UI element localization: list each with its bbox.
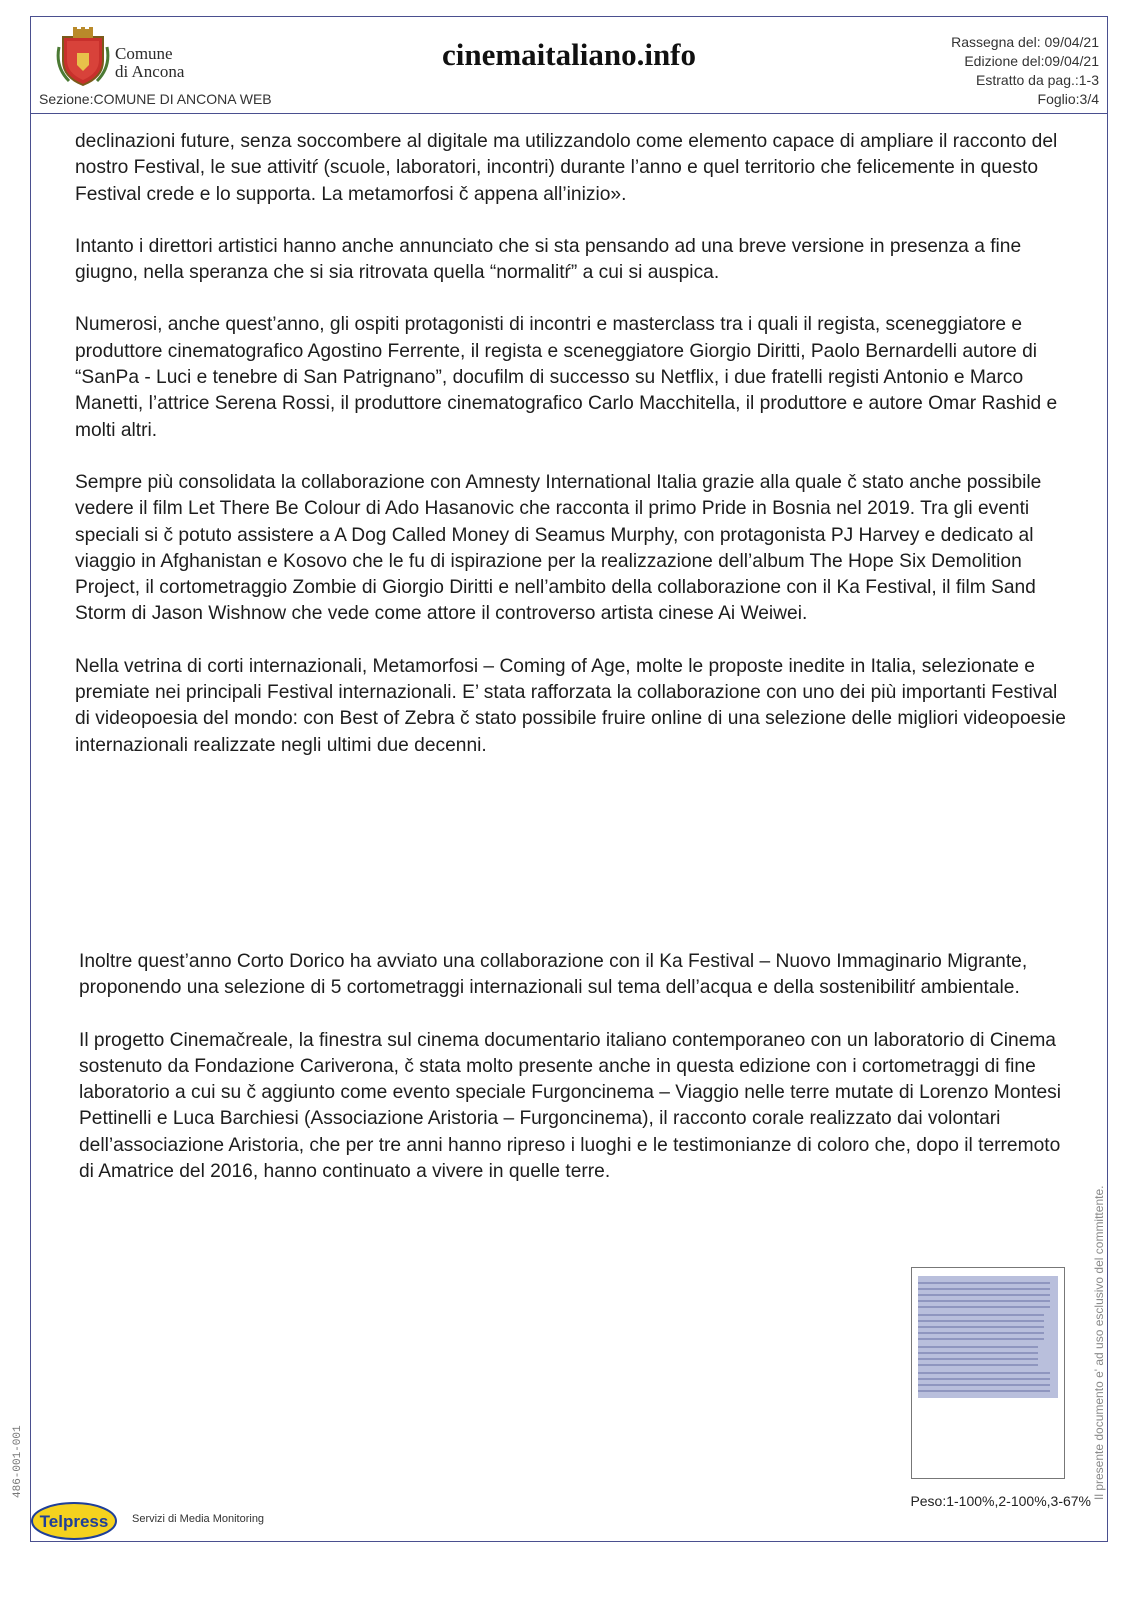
thumbnail-text-line (918, 1364, 1038, 1366)
thumbnail-text-line (918, 1300, 1050, 1302)
article-paragraph: declinazioni future, senza soccombere al digitale ma utilizzandolo come elemento capace di ampliare il racconto del nostro Festival, le sue attivitŕ (scuole, laboratori, incontri) durante l’anno e quel territorio che felicemente in questo Festival crede e lo supporta. La metamorfosi č appena all’inizio». (75, 131, 1058, 205)
thumbnail-text-line (918, 1384, 1050, 1386)
thumbnail-text-line (918, 1314, 1044, 1316)
comune-line1: Comune (115, 44, 173, 63)
foglio-label: Foglio:3/4 (1037, 91, 1099, 107)
rassegna-date: Rassegna del: 09/04/21 (951, 34, 1099, 50)
page-thumbnail (911, 1267, 1065, 1479)
article-paragraph: Intanto i direttori artistici hanno anche annunciato che si sta pensando ad una breve versione in presenza a fine giugno, nella speranza che si sia ritrovata quella “normalitŕ” a cui si auspica. (75, 235, 1022, 284)
edizione-date: Edizione del:09/04/21 (964, 53, 1099, 69)
thumbnail-text-line (918, 1338, 1044, 1340)
peso-label: Peso:1-100%,2-100%,3-67% (910, 1493, 1091, 1509)
thumbnail-text-line (918, 1372, 1050, 1374)
estratto-pages: Estratto da pag.:1-3 (976, 72, 1099, 88)
thumbnail-text-line (918, 1306, 1050, 1308)
servizi-label: Servizi di Media Monitoring (132, 1513, 265, 1525)
comune-line2: di Ancona (115, 62, 185, 81)
thumbnail-text-line (918, 1326, 1044, 1328)
telpress-logo-icon (30, 1500, 120, 1542)
document-code: 486-001-001 (12, 1425, 24, 1498)
clipping-meta (951, 33, 1099, 90)
clipping-header (31, 17, 1107, 114)
article-body-continued (79, 949, 1079, 1211)
article-paragraph: Inoltre quest’anno Corto Dorico ha avviato una collaborazione con il Ka Festival – Nuovo Immaginario Migrante, proponendo una selezione di 5 cortometraggi internazionali sul tema dell’acqua e della sostenibilitŕ ambientale. (79, 951, 1028, 999)
article-body (75, 129, 1075, 785)
usage-disclaimer: Il presente documento e' ad uso esclusivo del committente. (1092, 1185, 1106, 1500)
thumbnail-text-line (918, 1378, 1050, 1380)
thumbnail-text-line (918, 1320, 1044, 1322)
article-paragraph: Sempre più consolidata la collaborazione con Amnesty International Italia grazie alla quale č stato anche possibile vedere il film Let There Be Colour di Ado Hasanovic che racconta il primo Pride in Bosnia nel 2019. Tra gli eventi speciali si č potuto assistere a A Dog Called Money di Seamus Murphy, con protagonista PJ Harvey e dedicato al viaggio in Afghanistan e Kosovo che le fu di ispirazione per la realizzazione dell’album The Hope Six Demolition Project, il cortometraggio Zombie di Giorgio Diritti e nell’ambito della collaborazione con il Ka Festival, il film Sand Storm di Jason Wishnow che vede come attore il controverso artista cinese Ai Weiwei. (75, 471, 1042, 625)
article-paragraph: Il progetto Cinemačreale, la finestra sul cinema documentario italiano contemporaneo con un laboratorio di Cinema sostenuto da Fondazione Cariverona, č stata molto presente anche in questa edizione con i cortometraggi di fine laboratorio a cui su č aggiunto come evento speciale Furgoncinema – Viaggio nelle terre mutate di Lorenzo Montesi Pettinelli e Luca Barchiesi (Associazione Aristoria – Furgoncinema), il racconto corale realizzato dai volontari dell’associazione Aristoria, che per tre anni hanno ripreso i luoghi e le testimonianze di coloro che, dopo il terremoto di Amatrice del 2016, hanno continuato a vivere in quelle terre. (79, 1029, 1061, 1183)
masthead-title: cinemaitaliano.info (441, 37, 697, 72)
thumbnail-text-line (918, 1288, 1050, 1290)
clipping-frame (30, 16, 1108, 1542)
thumbnail-text-line (918, 1358, 1038, 1360)
thumbnail-text-line (918, 1352, 1038, 1354)
thumbnail-text-line (918, 1282, 1050, 1284)
thumbnail-text-line (918, 1294, 1050, 1296)
article-paragraph: Numerosi, anche quest’anno, gli ospiti protagonisti di incontri e masterclass tra i quali il regista, sceneggiatore e produttore cinematografico Agostino Ferrente, il regista e sceneggiatore Giorgio Diritti, Paolo Bernardelli autore di “SanPa - Luci e tenebre di San Patrignano”, docufilm di successo su Netflix, i due fratelli registi Antonio e Marco Manetti, l’attrice Serena Rossi, il produttore cinematografico Carlo Macchitella, il produttore e autore Omar Rashid e molti altri. (75, 314, 1058, 441)
telpress-logo-text: Telpress (39, 1512, 109, 1531)
thumbnail-text-line (918, 1346, 1038, 1348)
sezione-label: Sezione:COMUNE DI ANCONA WEB (39, 91, 272, 107)
thumbnail-text-line (918, 1332, 1044, 1334)
thumbnail-text-line (918, 1390, 1050, 1392)
article-paragraph: Nella vetrina di corti internazionali, Metamorfosi – Coming of Age, molte le proposte inedite in Italia, selezionate e premiate nei principali Festival internazionali. E’ stata rafforzata la collaborazione con uno dei più importanti Festival di videopoesia del mondo: con Best of Zebra č stato possibile fruire online di una selezione delle migliori videopoesie internazionali realizzate negli ultimi due decenni. (75, 655, 1066, 756)
